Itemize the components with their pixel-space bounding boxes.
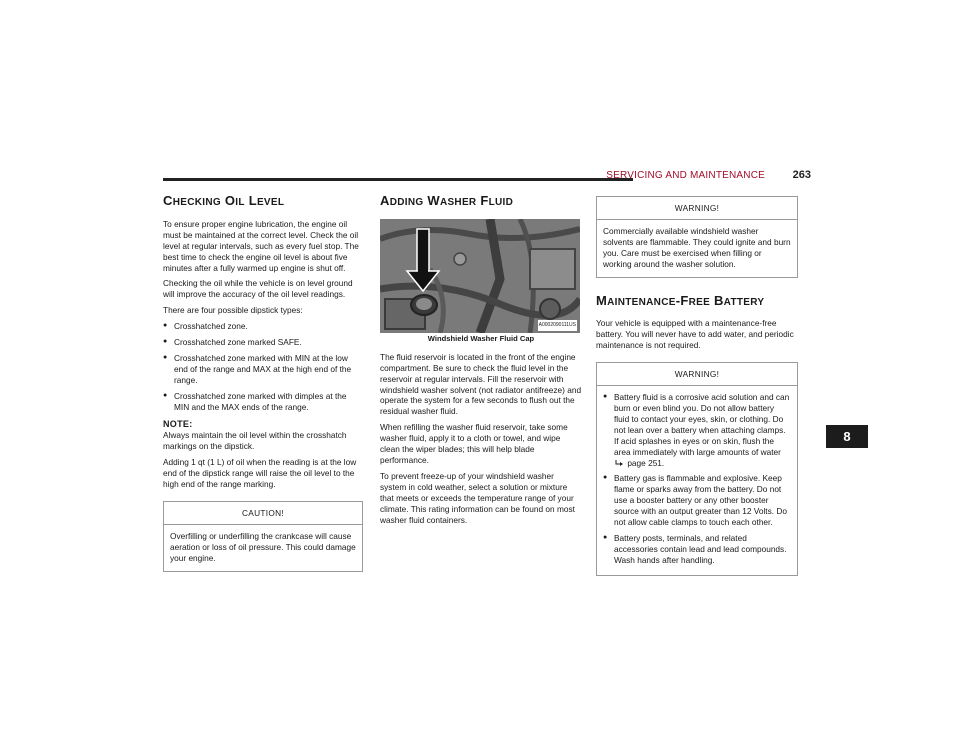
caution-title: CAUTION!: [164, 502, 362, 525]
paragraph: Adding 1 qt (1 L) of oil when the reading is at the low end of the dipstick range will raise the oil level to the high end of the range marking.: [163, 457, 357, 490]
page-number: 263: [792, 169, 811, 181]
figure-code: A0002090111US: [538, 320, 577, 331]
paragraph: The fluid reservoir is located in the front of the engine compartment. Be sure to check the fluid level in the reservoir at regular intervals. Fill the reservoir with windshield washer solvent (not radiator antifreeze) and operate the system for a few seconds to flush out the residual washer fluid.: [380, 351, 582, 417]
warning-title: WARNING!: [597, 197, 797, 220]
list-item: ● Battery posts, terminals, and related accessories contain lead and lead compounds. Wash hands after handling.: [603, 533, 791, 566]
caution-box: [163, 501, 363, 572]
list-item: ● Crosshatched zone.: [163, 321, 363, 332]
list-item: ● Battery gas is flammable and explosive. Keep flame or sparks away from the battery. Do not use a booster battery or any other booster source with an output greater than 12 Volts. Do not allow cable clamps to touch each other.: [603, 473, 791, 528]
caution-text: Overfilling or underfilling the crankcase will cause aeration or loss of oil pressure. This could damage your engine.: [170, 530, 356, 563]
page-reference-arrow-icon: [615, 459, 624, 467]
paragraph: When refilling the washer fluid reservoir, take some washer fluid, apply it to a cloth or towel, and wipe clean the wiper blades; this will help blade performance.: [380, 422, 568, 465]
paragraph: To prevent freeze-up of your windshield washer system in cold weather, select a solution or mixture that meets or exceeds the temperature range of your climate. This rating information can be found on most washer fluid containers.: [380, 470, 575, 525]
section-title-maintenance-free-battery: MAINTENANCE-FREE BATTERY: [596, 292, 765, 308]
page-header: [163, 170, 811, 184]
paragraph: To ensure proper engine lubrication, the engine oil must be maintained at the correct level. Check the oil level at regular intervals, such as every fuel stop. The best time to check the engine oil level is about five minutes after a fully warmed up engine is shut off.: [163, 218, 359, 273]
column-oil-level: [163, 193, 363, 572]
warning-box-solvent: [596, 196, 798, 278]
list-item: ● Crosshatched zone marked SAFE.: [163, 337, 363, 348]
list-item: ● Crosshatched zone marked with dimples at the MIN and the MAX ends of the range.: [163, 391, 363, 413]
page-reference[interactable]: page 251.: [627, 457, 665, 468]
battery-warning-list: [603, 392, 791, 566]
chapter-tab[interactable]: 8: [826, 425, 868, 448]
figure-caption: Windshield Washer Fluid Cap: [427, 333, 535, 343]
warning-box-battery: [596, 362, 798, 576]
header-section-title: SERVICING AND MAINTENANCE: [606, 170, 765, 181]
column-washer-fluid: [380, 193, 582, 530]
section-title-checking-oil-level: CHECKING OIL LEVEL: [163, 193, 285, 208]
note-text: Always maintain the oil level within the crosshatch markings on the dipstick.: [163, 430, 347, 452]
warning-title: WARNING!: [597, 363, 797, 386]
section-title-adding-washer-fluid: ADDING WASHER FLUID: [380, 193, 514, 208]
warning-text: Commercially available windshield washer solvents are flammable. They could ignite and burn you. Care must be exercised when filling or working around the washer solution.: [603, 225, 791, 269]
list-item: ● Battery fluid is a corrosive acid solution and can burn or even blind you. Do not allow battery fluid to contact your eyes, skin, or clothing. Do not lean over a battery when attaching clamps. If acid splashes in eyes or on skin, flush the area immediately with large amounts of water page 251.: [603, 392, 791, 468]
list-item: ● Crosshatched zone marked with MIN at the low end of the range and MAX at the high end of the range.: [163, 353, 363, 386]
note-label: NOTE:: [163, 418, 193, 429]
engine-compartment-image: [380, 219, 580, 333]
dipstick-types-list: [163, 321, 363, 412]
column-battery: [596, 196, 798, 576]
paragraph: Checking the oil while the vehicle is on level ground will improve the accuracy of the oil level readings.: [163, 278, 353, 300]
paragraph: There are four possible dipstick types:: [163, 305, 303, 316]
header-rule: [163, 178, 633, 181]
paragraph: Your vehicle is equipped with a maintenance-free battery. You will never have to add water, and periodic maintenance is not required.: [596, 318, 794, 351]
